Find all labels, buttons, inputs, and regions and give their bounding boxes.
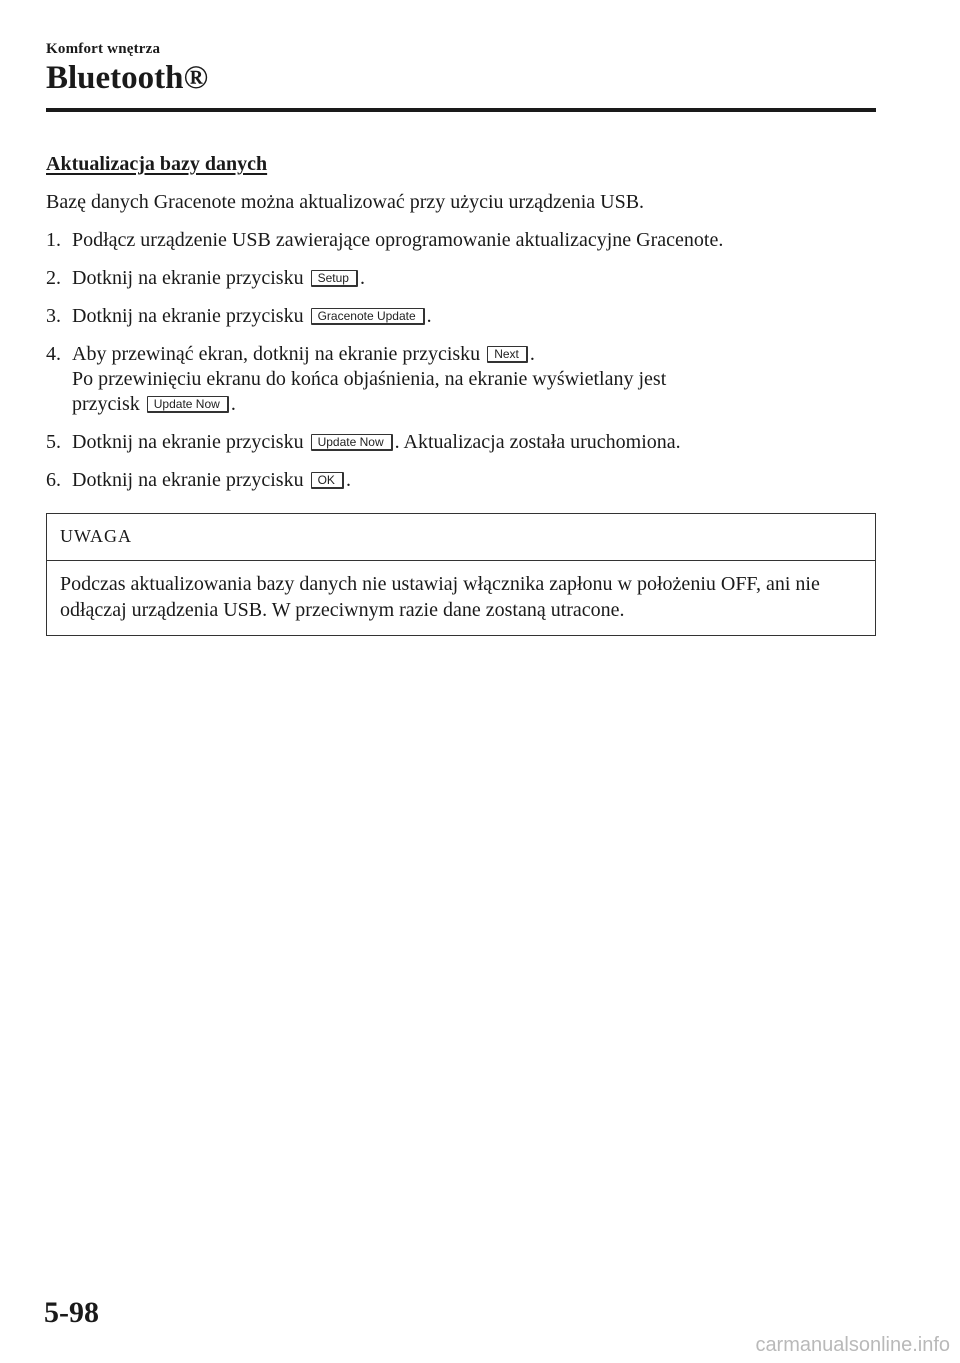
step-number: 4. [46,343,61,365]
subheading: Aktualizacja bazy danych [46,153,268,175]
intro-paragraph: Bazę danych Gracenote można aktualizować przy użyciu urządzenia USB. [46,191,645,213]
step-2 [46,266,876,291]
step-1 [46,228,876,253]
next-button-label: Next [487,346,528,363]
step-text: Dotknij na ekranie przycisku [72,305,304,327]
step-punct: . [426,305,432,327]
step-number: 2. [46,267,61,289]
content [46,152,876,636]
step-punct: . [529,343,535,365]
step-body [72,266,876,291]
step-body [72,430,876,455]
step-punct: . [230,393,236,415]
gracenote-update-button-label: Gracenote Update [311,308,425,325]
update-now-button-label: Update Now [147,396,229,413]
step-text: Aby przewinąć ekran, dotknij na ekranie przycisku [72,343,481,365]
step-number: 1. [46,229,61,251]
step-3 [46,304,876,329]
note-title: UWAGA [47,514,875,561]
step-6 [46,468,876,493]
note-body: Podczas aktualizowania bazy danych nie ustawiaj włącznika zapłonu w położeniu OFF, ani nie odłączaj urządzenia USB. W przeciwnym razie dane zostaną utracone. [60,573,820,621]
step-text: Dotknij na ekranie przycisku [72,267,304,289]
header-rule [46,108,876,112]
note-box [46,513,876,636]
step-punct: . Aktualizacja została uruchomiona. [394,431,681,453]
step-number: 6. [46,469,61,491]
step-number: 5. [46,431,61,453]
step-5 [46,430,876,455]
step-body [72,304,876,329]
step-4 [46,342,876,417]
setup-button-label: Setup [311,270,358,287]
watermark: carmanualsonline.info [755,1334,950,1356]
step-number: 3. [46,305,61,327]
step-text: Podłącz urządzenie USB zawierające oprogramowanie aktualizacyjne Gracenote. [72,229,724,251]
page-number: 5-98 [44,1296,99,1329]
step-text: Dotknij na ekranie przycisku [72,469,304,491]
steps-list [46,228,876,493]
update-now-button-label: Update Now [311,434,393,451]
ok-button-label: OK [311,472,344,489]
section-label: Komfort wnętrza [46,41,161,57]
step-text-line2: Po przewinięciu ekranu do końca objaśnienia, na ekranie wyświetlany jest [72,368,667,390]
chapter-title: Bluetooth® [46,60,209,96]
step-body [72,342,876,417]
step-body [72,468,876,493]
step-punct: . [345,469,351,491]
step-text: Dotknij na ekranie przycisku [72,431,304,453]
step-text-line3: przycisk [72,393,140,415]
step-punct: . [359,267,365,289]
